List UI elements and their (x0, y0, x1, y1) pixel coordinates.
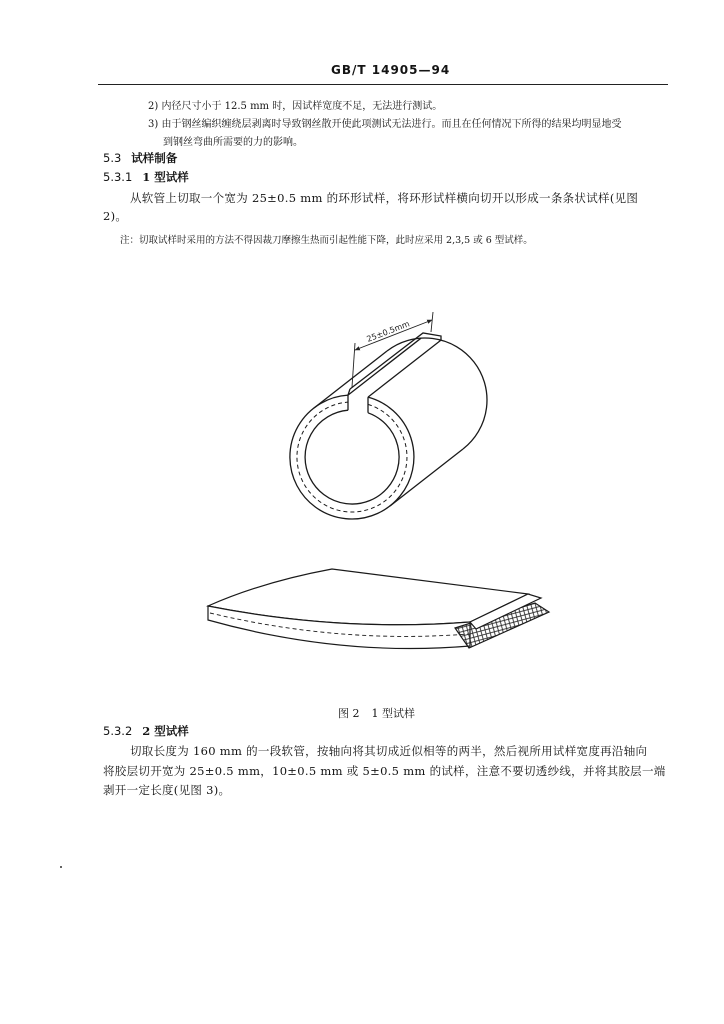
section-5-3-1-heading (103, 169, 189, 185)
scan-speck (60, 866, 62, 868)
header-rule (98, 84, 668, 85)
paragraph-line: 从软管上切取一个宽为 25±0.5 mm 的环形试样，将环形试样横向切开以形成一条条状试样(见图 (130, 191, 639, 205)
note-3-continuation: 到钢丝弯曲所需要的力的影响。 (163, 137, 303, 148)
section-title: 试样制备 (131, 151, 178, 165)
dimension-label: 25±0.5mm (365, 319, 411, 344)
paragraph-line: 2)。 (103, 209, 128, 223)
section-title: 2 型试样 (142, 724, 189, 738)
note-3: 3) 由于钢丝编织缠绕层剥离时导致钢丝散开使此项测试无法进行。而且在任何情况下所得的结果均明显地受 (148, 119, 622, 130)
extension-line-left (352, 343, 355, 387)
section-note: 注：切取试样时采用的方法不得因裁刀摩擦生热而引起性能下降，此时应采用 2,3,5 或 6 型试样。 (120, 235, 533, 246)
figure-number: 图 2 (338, 707, 360, 720)
cut-strip (348, 333, 441, 397)
cylinder-back-arc (387, 338, 487, 449)
section-5-3-2-heading (103, 723, 189, 739)
extension-line-right (431, 312, 433, 332)
standard-code-header: GB/T 14905—94 (331, 63, 451, 77)
hose-ring-illustration (290, 333, 487, 519)
width-dimension (352, 312, 433, 387)
ring-outer-edge (290, 395, 414, 519)
ring-reinforcement-dashed (297, 402, 407, 512)
figure-title: 1 型试样 (371, 707, 415, 720)
paragraph-line: 切取长度为 160 mm 的一段软管，按轴向将其切成近似相等的两半，然后视所用试样宽度再沿轴向 (130, 744, 648, 758)
section-number: 5.3 (103, 151, 122, 165)
section-number: 5.3.1 (103, 170, 133, 184)
figure-2-drawing (190, 300, 570, 670)
section-title: 1 型试样 (142, 170, 189, 184)
ring-inner-edge (305, 410, 399, 504)
paragraph-line: 将胶层切开宽为 25±0.5 mm，10±0.5 mm 或 5±0.5 mm 的试样，注意不要切透纱线，并将其胶层一端 (103, 764, 666, 778)
paragraph-line: 剥开一定长度(见图 3)。 (103, 783, 231, 797)
section-number: 5.3.2 (103, 724, 133, 738)
section-5-3-heading (103, 150, 177, 166)
figure-2-caption (338, 705, 415, 721)
note-2: 2) 内径尺寸小于 12.5 mm 时，因试样宽度不足，无法进行测试。 (148, 101, 443, 112)
strip-specimen-illustration (208, 569, 549, 649)
cut-slit (348, 395, 368, 413)
cylinder-bottom-silhouette (390, 449, 463, 506)
